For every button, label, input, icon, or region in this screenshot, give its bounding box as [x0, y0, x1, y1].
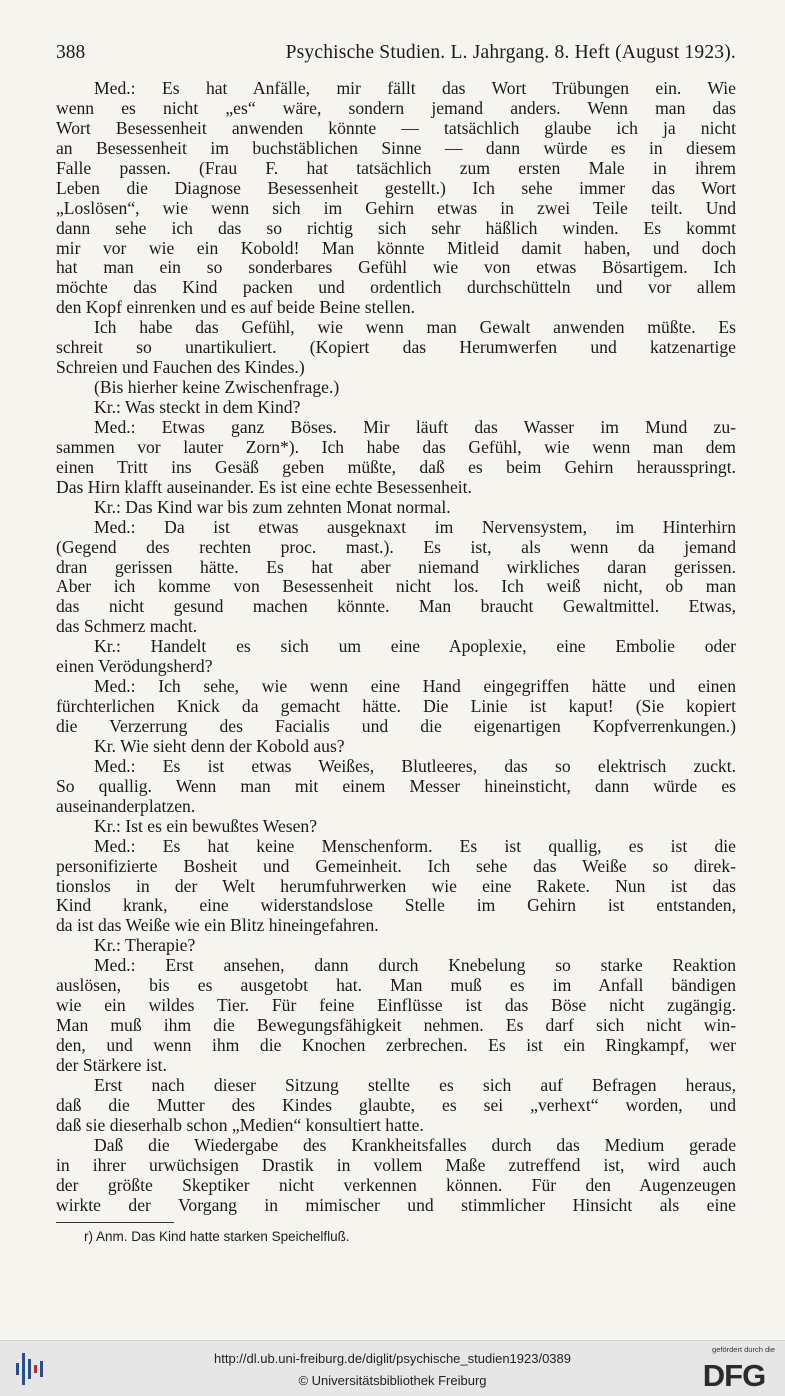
- text-line: das nicht gesund machen könnte. Man braucht Gewaltmittel. Etwas,: [56, 597, 736, 617]
- footnote-rule: [56, 1222, 174, 1223]
- text-line: das Schmerz macht.: [56, 617, 198, 637]
- text-line: Med.: Etwas ganz Böses. Mir läuft das Wasser im Mund zu-: [94, 417, 736, 437]
- footer-copyright: © Universitätsbibliothek Freiburg: [298, 1373, 487, 1388]
- text-line: Kr. Wie sieht denn der Kobold aus?: [94, 736, 345, 756]
- text-line: möchte das Kind packen und ordentlich durchschütteln und vor allem: [56, 278, 736, 298]
- page-number: 388: [56, 42, 86, 63]
- text-line: personifizierte Bosheit und Gemeinheit. Ich sehe das Weiße so direk-: [56, 856, 736, 876]
- text-line: hat man ein so sonderbares Gefühl wie von etwas Bösartigem. Ich: [56, 258, 736, 278]
- footer-bar: [0, 1340, 785, 1396]
- text-line: der Stärkere ist.: [56, 1055, 167, 1075]
- text-line: einen Tritt ins Gesäß geben müßte, daß es beim Gehirn herausspringt.: [56, 457, 736, 477]
- text-line: wirkte der Vorgang in mimischer und stimmlicher Hinsicht als eine: [56, 1195, 736, 1215]
- text-line: Schreien und Fauchen des Kindes.): [56, 358, 305, 378]
- text-line: auslösen, bis es ausgetobt hat. Man muß es im Anfall bändigen: [56, 976, 736, 996]
- text-line: den, und wenn ihm die Knochen zerbrechen. Es ist ein Ringkampf, wer: [56, 1036, 736, 1055]
- text-line: Kr.: Therapie?: [94, 936, 196, 956]
- text-line: Falle passen. (Frau F. hat tatsächlich zum ersten Male in ihrem: [56, 158, 736, 178]
- text-line: dran gerissen hätte. Es hat aber niemand wirkliches daran gerissen.: [56, 557, 736, 577]
- text-line: Ich habe das Gefühl, wie wenn man Gewalt anwenden müßte. Es: [94, 318, 736, 338]
- text-line: Kind krank, eine widerstandslose Stelle im Gehirn ist entstanden,: [56, 896, 736, 916]
- text-line: fürchterlichen Knick da gemacht hätte. Die Linie ist kaput! (Sie kopiert: [56, 697, 736, 717]
- text-line: Kr.: Ist es ein bewußtes Wesen?: [94, 816, 318, 836]
- text-line: Leben die Diagnose Besessenheit gestellt.) Ich sehe immer das Wort: [56, 178, 736, 198]
- text-line: Kr.: Das Kind war bis zum zehnten Monat normal.: [94, 497, 451, 517]
- text-line: Kr.: Was steckt in dem Kind?: [94, 398, 301, 417]
- text-line: tionslos in der Welt herumfuhrwerken wie eine Rakete. Nun ist das: [56, 876, 736, 896]
- text-line: (Gegend des rechten proc. mast.). Es ist, als wenn da jemand: [56, 537, 736, 557]
- dfg-logo-icon: [693, 1357, 775, 1391]
- text-line: der größte Skeptiker nicht verkennen können. Für den Augenzeugen: [56, 1175, 736, 1195]
- text-line: Med.: Da ist etwas ausgeknaxt im Nervensystem, im Hinterhirn: [94, 517, 736, 537]
- text-line: den Kopf einrenken und es auf beide Beine stellen.: [56, 298, 416, 318]
- text-line: sammen vor lauter Zorn*). Ich habe das Gefühl, wie wenn man dem: [56, 437, 736, 457]
- text-line: wie ein wildes Tier. Für feine Einflüsse ist das Böse nicht zugängig.: [56, 996, 736, 1016]
- text-line: mir vor wie ein Kobold! Man könnte Mitleid damit haben, und doch: [56, 238, 736, 258]
- text-line: die Verzerrung des Facialis und die eigenartigen Kopfverrenkungen.): [56, 717, 736, 736]
- text-line: Wort Besessenheit anwenden könnte — tatsächlich glaube ich ja nicht: [56, 118, 736, 138]
- text-line: (Bis hierher keine Zwischenfrage.): [94, 378, 340, 398]
- text-line: Man muß ihm die Bewegungsfähigkeit nehmen. Es darf sich nicht win-: [56, 1016, 736, 1036]
- text-line: Med.: Es ist etwas Weißes, Blutleeres, das so elektrisch zuckt.: [94, 756, 736, 776]
- dfg-caption: gefördert durch die: [712, 1345, 775, 1354]
- text-line: dann sehe ich das so richtig sich sehr häßlich winden. Es kommt: [56, 218, 736, 238]
- text-line: Daß die Wiedergabe des Krankheitsfalles durch das Medium gerade: [94, 1135, 736, 1155]
- text-line: schreit so unartikuliert. (Kopiert das Herumwerfen und katzenartige: [56, 338, 736, 358]
- footer-url-link[interactable]: http://dl.ub.uni-freiburg.de/diglit/psychische_studien1923/0389: [213, 1351, 572, 1366]
- page-header: [56, 42, 736, 68]
- text-line: Erst nach dieser Sitzung stellte es sich auf Befragen heraus,: [94, 1075, 736, 1095]
- text-line: einen Verödungsherd?: [56, 657, 213, 677]
- text-line: Aber ich komme von Besessenheit nicht los. Ich weiß nicht, ob man: [56, 577, 736, 597]
- text-line: auseinanderplatzen.: [56, 796, 196, 816]
- text-line: in ihrer urwüchsigen Drastik in vollem Maße zutreffend ist, wird auch: [56, 1155, 736, 1175]
- text-line: Med.: Es hat keine Menschenform. Es ist quallig, es ist die: [94, 836, 736, 856]
- text-line: da ist das Weiße wie ein Blitz hineingefahren.: [56, 916, 379, 936]
- text-line: So quallig. Wenn man mit einem Messer hineinsticht, dann würde es: [56, 776, 736, 796]
- footnote: r) Anm. Das Kind hatte starken Speichelfluß.: [84, 1229, 350, 1244]
- text-line: Med.: Es hat Anfälle, mir fällt das Wort Trübungen ein. Wie: [94, 79, 736, 98]
- text-line: Med.: Erst ansehen, dann durch Knebelung so starke Reaktion: [94, 956, 736, 976]
- text-line: „Loslösen“, wie wenn sich im Gehirn etwas in zwei Teile teilt. Und: [56, 198, 736, 218]
- text-line: an Besessenheit im buchstäblichen Sinne — dann würde es in diesem: [56, 138, 736, 158]
- text-line: Das Hirn klafft auseinander. Es ist eine echte Besessenheit.: [56, 477, 472, 497]
- svg-text:DFG: DFG: [702, 1358, 766, 1391]
- text-line: wenn es nicht „es“ wäre, sondern jemand anders. Wenn man das: [56, 98, 736, 118]
- body-text: [56, 79, 736, 1215]
- text-line: Kr.: Handelt es sich um eine Apoplexie, eine Embolie oder: [94, 637, 736, 657]
- running-head: Psychische Studien. L. Jahrgang. 8. Heft (August 1923).: [285, 42, 736, 63]
- dfg-sponsor: [693, 1345, 775, 1393]
- text-line: Med.: Ich sehe, wie wenn eine Hand eingegriffen hätte und einen: [94, 677, 736, 697]
- text-line: daß die Mutter des Kindes glaubte, es sei „verhext“ worden, und: [56, 1095, 736, 1115]
- text-line: daß sie dieserhalb schon „Medien“ konsultiert hatte.: [56, 1115, 424, 1135]
